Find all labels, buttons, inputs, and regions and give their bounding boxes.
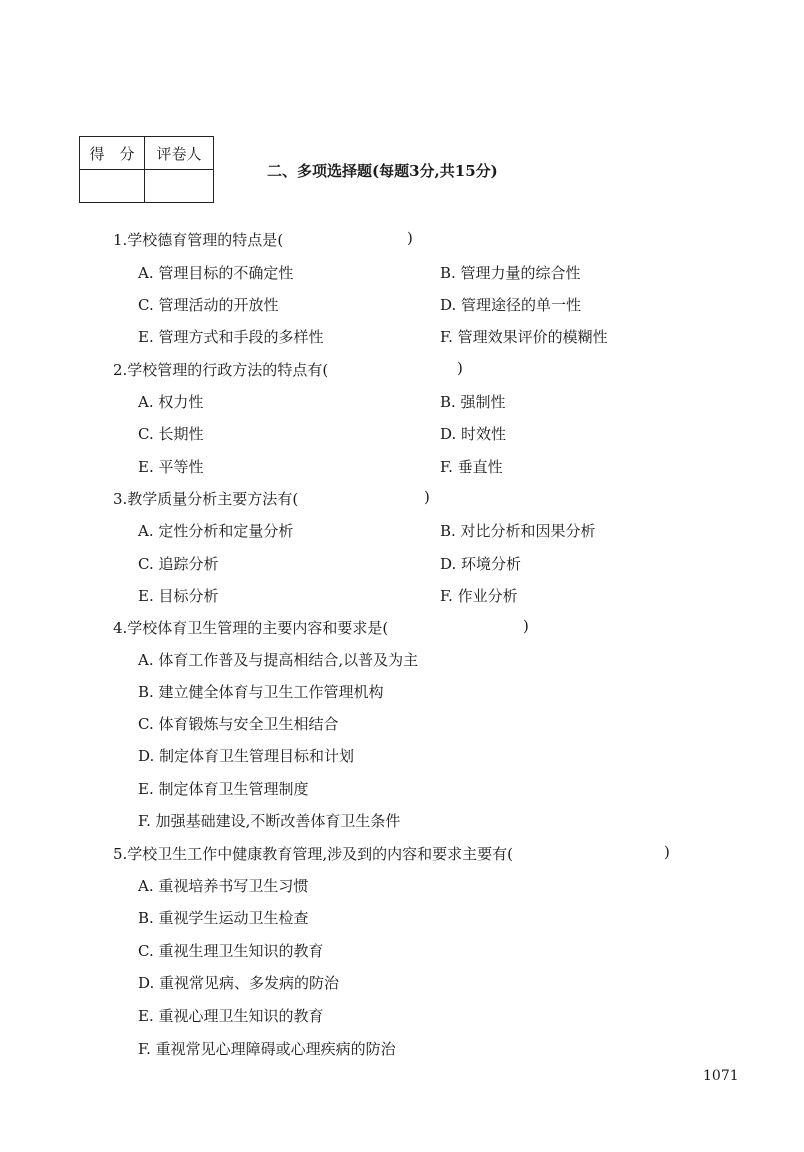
question-5-option-f: F. 重视常见心理障碍或心理疾病的防治 (138, 1040, 396, 1058)
question-4-option-b: B. 建立健全体育与卫生工作管理机构 (138, 683, 384, 701)
question-1-option-b: B. 管理力量的综合性 (440, 264, 581, 282)
question-3-option-d: D. 环境分析 (440, 555, 522, 573)
score-label: 得 分 (80, 137, 145, 170)
question-5-close: ) (664, 843, 670, 861)
question-2-option-a: A. 权力性 (138, 393, 204, 411)
question-3-option-a: A. 定性分析和定量分析 (138, 522, 294, 540)
question-1-option-d: D. 管理途径的单一性 (440, 296, 582, 314)
section-title: 二、多项选择题(每题3分,共15分) (267, 162, 498, 180)
question-1-option-a: A. 管理目标的不确定性 (138, 264, 294, 282)
grader-cell (145, 170, 214, 203)
question-5-stem: 5.学校卫生工作中健康教育管理,涉及到的内容和要求主要有( (113, 845, 513, 863)
question-1-option-f: F. 管理效果评价的模糊性 (440, 328, 608, 346)
question-4-option-d: D. 制定体育卫生管理目标和计划 (138, 747, 355, 765)
question-1-option-e: E. 管理方式和手段的多样性 (138, 328, 324, 346)
question-3-stem: 3.教学质量分析主要方法有( (113, 490, 299, 508)
score-cell (80, 170, 145, 203)
question-5-option-c: C. 重视生理卫生知识的教育 (138, 942, 324, 960)
score-box (79, 136, 214, 203)
question-2-option-d: D. 时效性 (440, 425, 507, 443)
question-3-close: ) (424, 488, 430, 506)
question-1-close: ) (407, 229, 413, 247)
question-2-option-e: E. 平等性 (138, 458, 204, 476)
question-5-option-a: A. 重视培养书写卫生习惯 (138, 877, 309, 895)
question-3-option-f: F. 作业分析 (440, 587, 518, 605)
question-4-option-e: E. 制定体育卫生管理制度 (138, 780, 309, 798)
question-3-option-c: C. 追踪分析 (138, 555, 219, 573)
question-5-option-b: B. 重视学生运动卫生检查 (138, 909, 309, 927)
question-4-option-a: A. 体育工作普及与提高相结合,以普及为主 (138, 651, 419, 669)
grader-label: 评卷人 (145, 137, 214, 170)
question-3-option-b: B. 对比分析和因果分析 (440, 522, 596, 540)
question-2-option-b: B. 强制性 (440, 393, 506, 411)
question-1-stem: 1.学校德育管理的特点是( (113, 231, 284, 249)
question-2-close: ) (457, 359, 463, 377)
question-4-option-f: F. 加强基础建设,不断改善体育卫生条件 (138, 812, 401, 830)
question-4-stem: 4.学校体育卫生管理的主要内容和要求是( (113, 619, 389, 637)
question-3-option-e: E. 目标分析 (138, 587, 219, 605)
question-2-stem: 2.学校管理的行政方法的特点有( (113, 361, 329, 379)
question-2-option-c: C. 长期性 (138, 425, 204, 443)
question-5-option-e: E. 重视心理卫生知识的教育 (138, 1007, 324, 1025)
question-2-option-f: F. 垂直性 (440, 458, 503, 476)
question-4-option-c: C. 体育锻炼与安全卫生相结合 (138, 715, 339, 733)
page-number: 1071 (703, 1068, 739, 1084)
question-1-option-c: C. 管理活动的开放性 (138, 296, 279, 314)
question-5-option-d: D. 重视常见病、多发病的防治 (138, 974, 340, 992)
question-4-close: ) (523, 617, 529, 635)
